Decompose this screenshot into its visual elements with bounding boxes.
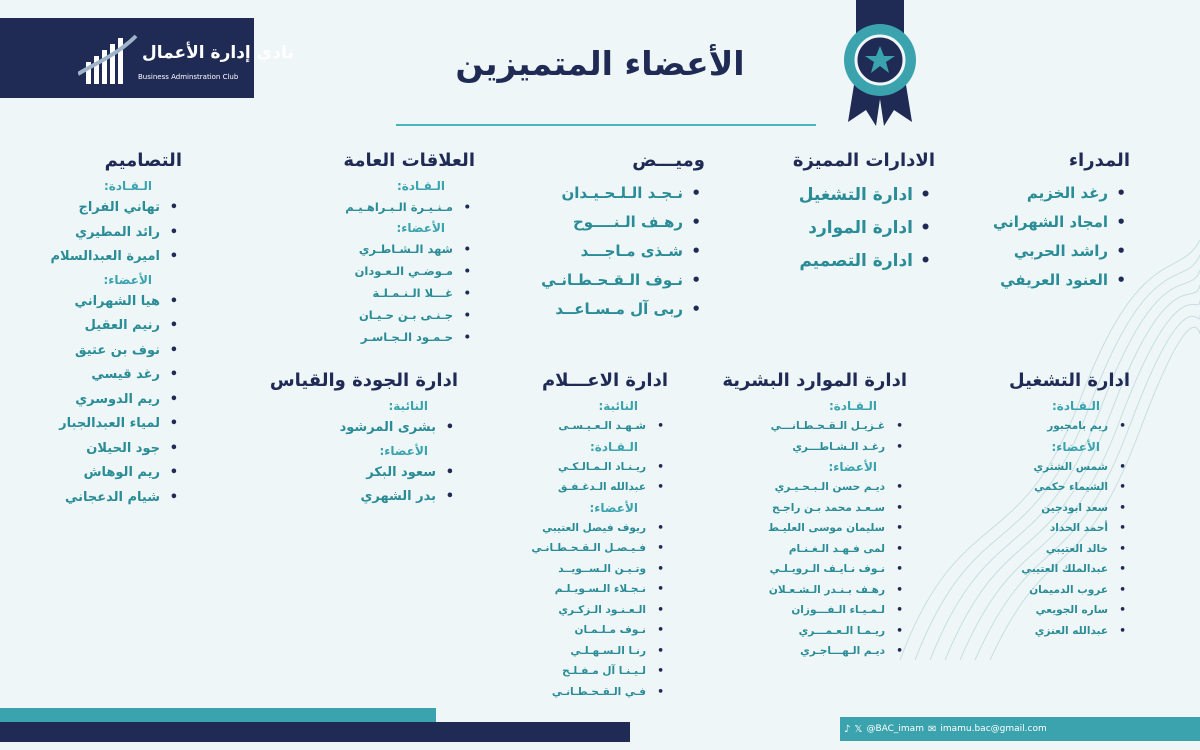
footer-bar-navy bbox=[0, 722, 630, 742]
email-link[interactable]: imamu.bac@gmail.com bbox=[940, 724, 1047, 734]
list-item: • عروب الدميمان bbox=[1009, 580, 1130, 601]
list-item: • سليمان موسى العليـط bbox=[722, 518, 907, 539]
x-icon[interactable]: 𝕏 bbox=[854, 723, 863, 735]
list-item: • عبدالله العنزي bbox=[1009, 621, 1130, 642]
list-item: • سـعـد محمد بـن راجـح bbox=[722, 498, 907, 519]
list-item: • لـمـيـاء الـفـــوزان bbox=[722, 600, 907, 621]
list-item: • تهاني الفراج bbox=[50, 196, 182, 221]
list-item: • بشرى المرشود bbox=[270, 416, 458, 441]
list-item: • راشد الحربي bbox=[993, 237, 1130, 266]
list-item: • ريـنـاد الـمـالـكـي bbox=[531, 457, 668, 478]
section-directors bbox=[993, 150, 1130, 295]
club-name-arabic: نادي إدارة الأعمال bbox=[142, 43, 294, 63]
list-item: • حـمـود الـجـاسـر bbox=[343, 326, 475, 348]
list-item: • غـزيـل الـقـحـطـانـــي bbox=[722, 416, 907, 437]
list-item: • ادارة التشغيل bbox=[793, 179, 935, 212]
list-item: • رغد الخزيم bbox=[993, 179, 1130, 208]
list-item: • مـنـيـرة الـبـراهـيـم bbox=[343, 196, 475, 218]
section-title: المدراء bbox=[1068, 150, 1130, 171]
deputy-label: النائبة: bbox=[388, 399, 428, 413]
list-item: • امجاد الشهراني bbox=[993, 208, 1130, 237]
members-label: الأعضاء: bbox=[396, 221, 445, 235]
section-title: ادارة التشغيل bbox=[1009, 370, 1130, 391]
section-operations bbox=[1009, 370, 1130, 641]
section-title: ادارة الموارد البشرية bbox=[722, 370, 907, 391]
list-item: • نـوف الـقـحـطـانـي bbox=[541, 266, 705, 295]
list-item: • ربى آل مـسـاعــد bbox=[541, 295, 705, 324]
list-item: • رنـا الـسـهـلـي bbox=[531, 641, 668, 662]
list-item: • وتـيـن الـســويــد bbox=[531, 559, 668, 580]
list-item: • هيا الشهراني bbox=[50, 290, 182, 315]
list-item: • سعود البكر bbox=[270, 461, 458, 486]
section-quality bbox=[270, 370, 458, 510]
members-label: الأعضاء: bbox=[589, 500, 638, 515]
list-item: • رغد قيسي bbox=[50, 363, 182, 388]
list-item: • ديـم الـهـــاجـري bbox=[722, 641, 907, 662]
footer-bar-teal bbox=[0, 708, 436, 722]
list-item: • عبدالله الـدغـفـق bbox=[531, 477, 668, 498]
deputy-label: النائبة: bbox=[598, 399, 638, 413]
list-item: • رهـف الـنــــوح bbox=[541, 208, 705, 237]
section-title: ادارة الاعـــلام bbox=[541, 370, 668, 391]
list-item: • لمياء العبدالجبار bbox=[50, 412, 182, 437]
list-item: • ساره الجويعي bbox=[1009, 600, 1130, 621]
list-item: • خالد العتيبي bbox=[1009, 539, 1130, 560]
section-title: العلاقات العامة bbox=[343, 150, 475, 171]
list-item: • نوف بن عتيق bbox=[50, 339, 182, 364]
list-item: • سعد ابودجين bbox=[1009, 498, 1130, 519]
leaders-label: الـقـادة: bbox=[1051, 399, 1100, 413]
list-item: • شيام الدعجاني bbox=[50, 486, 182, 511]
title-divider bbox=[396, 124, 816, 126]
section-title: الادارات المميزة bbox=[792, 150, 935, 171]
list-item: • لـيـنـا آل مـفـلـح bbox=[531, 661, 668, 682]
list-item: • شهد الـشـاطـري bbox=[343, 238, 475, 260]
list-item: • بدر الشهري bbox=[270, 485, 458, 510]
list-item: • جـنـى بـن حـيـان bbox=[343, 304, 475, 326]
list-item: • رهـف بـنـدر الـشـعـلان bbox=[722, 580, 907, 601]
members-label: الأعضاء: bbox=[103, 272, 152, 287]
medal-star-icon bbox=[838, 0, 922, 128]
list-item: • ديـم حسن الـبـحـيـري bbox=[722, 477, 907, 498]
list-item: • الشيماء حكمي bbox=[1009, 477, 1130, 498]
club-name-english: Business Adminstration Club bbox=[138, 73, 239, 81]
section-title: وميـــض bbox=[632, 150, 705, 171]
list-item: • ريم بامجبور bbox=[1009, 416, 1130, 437]
list-item: • ريم الدوسري bbox=[50, 388, 182, 413]
list-item: • عبدالملك العتيبي bbox=[1009, 559, 1130, 580]
list-item: • أحمد الحداد bbox=[1009, 518, 1130, 539]
mail-icon[interactable]: ✉ bbox=[927, 723, 937, 735]
list-item: • رائد المطيري bbox=[50, 221, 182, 246]
list-item: • غـــلا الـنـمـلـة bbox=[343, 282, 475, 304]
list-item: • نـجـلاء الـسـويـلـم bbox=[531, 579, 668, 600]
section-public-relations bbox=[343, 150, 475, 348]
list-item: • نـجـد الـلـحـيـدان bbox=[541, 179, 705, 208]
section-distinguished bbox=[793, 150, 935, 278]
list-item: • فـي الـقـحـطـانـي bbox=[531, 682, 668, 703]
list-item: • العنود العريفي bbox=[993, 266, 1130, 295]
social-handle[interactable]: @BAC_imam bbox=[866, 724, 924, 734]
list-item: • الـعـنـود الـزكـري bbox=[531, 600, 668, 621]
footer-contact bbox=[844, 721, 1184, 737]
list-item: • مـوضـي الـعـودان bbox=[343, 260, 475, 282]
list-item: • ادارة التصميم bbox=[793, 245, 935, 278]
list-item: • فـيـصـل الـقـحـطـانـي bbox=[531, 538, 668, 559]
section-media bbox=[531, 370, 668, 702]
list-item: • نـوف نـايـف الـرويـلـي bbox=[722, 559, 907, 580]
list-item: • نـوف مـلـمـان bbox=[531, 620, 668, 641]
list-item: • لمى فـهـد الـغـنـام bbox=[722, 539, 907, 560]
members-label: الأعضاء: bbox=[828, 460, 877, 474]
members-label: الأعضاء: bbox=[379, 443, 428, 458]
section-wameedh bbox=[541, 150, 705, 324]
list-item: • شـذى مـاجـــد bbox=[541, 237, 705, 266]
logo-building-icon bbox=[78, 32, 138, 87]
list-item: • جود الحيلان bbox=[50, 437, 182, 462]
list-item: • رنيم العقيل bbox=[50, 314, 182, 339]
list-item: • اميرة العبدالسلام bbox=[50, 245, 182, 270]
leaders-label: الـقـادة: bbox=[589, 439, 638, 454]
list-item: • ريم الوهاش bbox=[50, 461, 182, 486]
club-logo bbox=[0, 18, 294, 98]
leaders-label: الـقـادة: bbox=[103, 179, 152, 193]
leaders-label: الـقـادة: bbox=[828, 399, 877, 413]
page-title: الأعضاء المتميزين bbox=[455, 44, 745, 83]
members-label: الأعضاء: bbox=[1051, 439, 1100, 454]
list-item: • ادارة الموارد bbox=[793, 212, 935, 245]
section-title: التصاميم bbox=[104, 150, 182, 171]
list-item: • ريـمـا الـعـمـــري bbox=[722, 621, 907, 642]
leaders-label: الـقـادة: bbox=[396, 179, 445, 193]
section-human-resources bbox=[722, 370, 907, 662]
list-item: • شـهـد الـعـيـسـى bbox=[531, 416, 668, 437]
section-title: ادارة الجودة والقياس bbox=[269, 370, 458, 391]
list-item: • شمس الشثري bbox=[1009, 457, 1130, 478]
list-item: • رغـد الـشـاطـــري bbox=[722, 437, 907, 458]
tiktok-icon[interactable]: ♪ bbox=[844, 723, 851, 735]
list-item: • ريوف فيصل العتيبي bbox=[531, 518, 668, 539]
section-designs bbox=[50, 150, 182, 510]
